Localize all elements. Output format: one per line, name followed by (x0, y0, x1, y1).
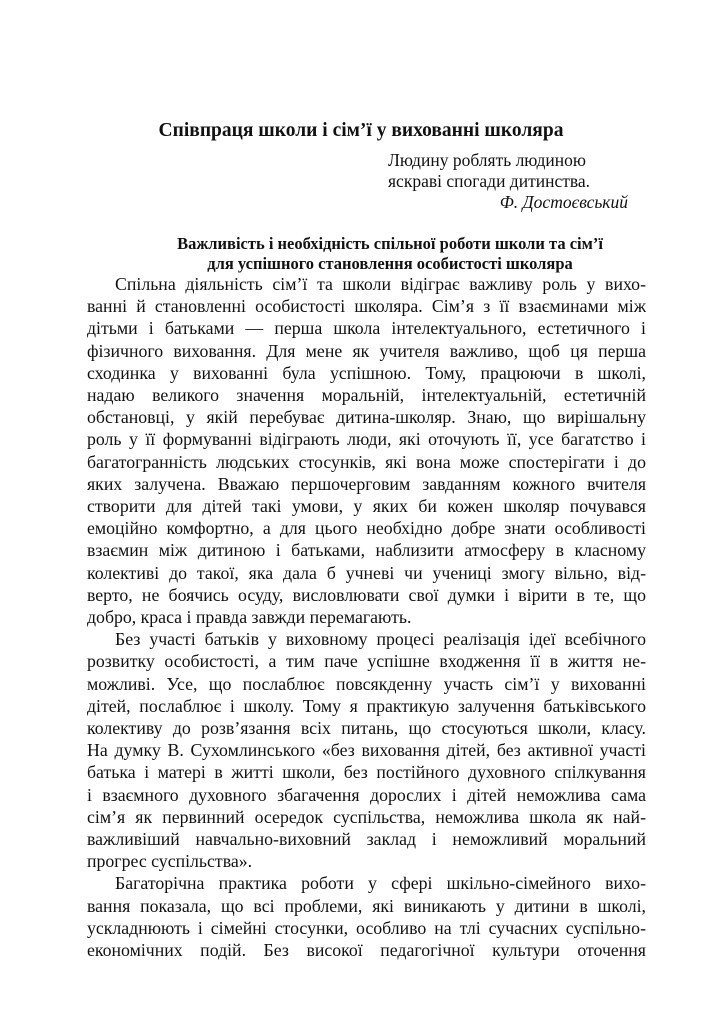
text-line: батька і матері в житті школи, без постійного духовного спілкування (87, 762, 646, 783)
text-line: дітьми і батьками — перша школа інтелектуального, естетичного і (87, 318, 646, 339)
text-line: сім’я як первинний осередок суспільства, неможлива школа як най- (87, 806, 646, 827)
text-line: На думку В. Сухомлинського «без виховання дітей, без активної участі (87, 740, 646, 761)
text-line: вання показала, що всі проблеми, які виникають у дитини в школі, (87, 895, 646, 916)
text-line: сходинка у вихованні була успішною. Тому, працюючи в школі, (87, 362, 646, 383)
text-line: ускладнюють і сімейні стосунки, особливо на тлі сучасних суспільно- (87, 917, 646, 938)
section-heading-line: Важливість і необхідність спільної роботи школи та сім’ї (177, 234, 603, 253)
page-title: Співпраця школи і сім’ї у вихованні школяра (158, 120, 564, 141)
text-line: колективі до такої, яка дала б учневі чи учениці змогу вільно, від- (87, 562, 646, 583)
text-line: колективу до розв’язання всіх питань, що стосуються школи, класу. (87, 718, 646, 739)
text-line: надаю великого значення моральній, інтелектуальній, естетичній (87, 385, 646, 406)
text-line: роль у її формуванні відіграють люди, які оточують її, усе багатство і (87, 429, 646, 450)
text-line: емоційно комфортно, а для цього необхідно добре знати особливості (87, 518, 646, 539)
text-line: важливіший навчально-виховний заклад і неможливий моральний (87, 829, 646, 850)
text-line: Багаторічна практика роботи у сфері шкільно-сімейного вихо- (115, 873, 646, 894)
section-heading-line: для успішного становлення особистості школяра (207, 254, 573, 273)
text-line: взаємин між дитиною і батьками, наблизити атмосферу в класному (87, 540, 646, 561)
epigraph (388, 150, 648, 213)
epigraph-author: Ф. Достоєвський (499, 192, 628, 212)
text-line: обстановці, у якій перебуває дитина-школяр. Знаю, що вирішальну (87, 407, 646, 428)
section-heading (140, 234, 640, 274)
text-line: яких залучена. Вважаю першочерговим завданням кожного вчителя (87, 473, 646, 494)
epigraph-line: Людину роблять людиною (388, 150, 586, 170)
text-line: добро, краса і правда завжди перемагають. (87, 607, 412, 628)
text-line: фізичного виховання. Для мене як учителя важливо, щоб ця перша (87, 340, 646, 361)
text-line: прогрес суспільства». (87, 851, 253, 872)
text-line: створити для дітей такі умови, у яких би кожен школяр почувався (87, 496, 646, 517)
text-line: і взаємного духовного збагачення дорослих і дітей неможлива сама (87, 784, 646, 805)
text-line: розвитку особистості, а тим паче успішне входження її в життя не- (87, 651, 646, 672)
text-line: економічних подій. Без високої педагогічної культури оточення (87, 940, 646, 961)
text-line: ванні й становленні особистості школяра. Сім’я з її взаєминами між (87, 296, 646, 317)
text-line: Спільна діяльність сім’ї та школи відіграє важливу роль у вихо- (115, 274, 646, 294)
text-line: дітей, послаблює і школу. Тому я практикую залучення батьківського (87, 695, 646, 716)
text-line: можливі. Усе, що послаблює повсякденну участь сім’ї у вихованні (87, 673, 646, 694)
epigraph-line: яскраві спогади дитинства. (388, 171, 591, 191)
text-line: верто, не боячись осуду, висловлювати свої думки і вірити в те, що (87, 584, 646, 605)
body-text (87, 273, 646, 961)
text-line: багатогранність людських стосунків, які вона може спостерігати і до (87, 451, 646, 472)
text-line: Без участі батьків у виховному процесі реалізація ідеї всебічного (115, 629, 646, 650)
